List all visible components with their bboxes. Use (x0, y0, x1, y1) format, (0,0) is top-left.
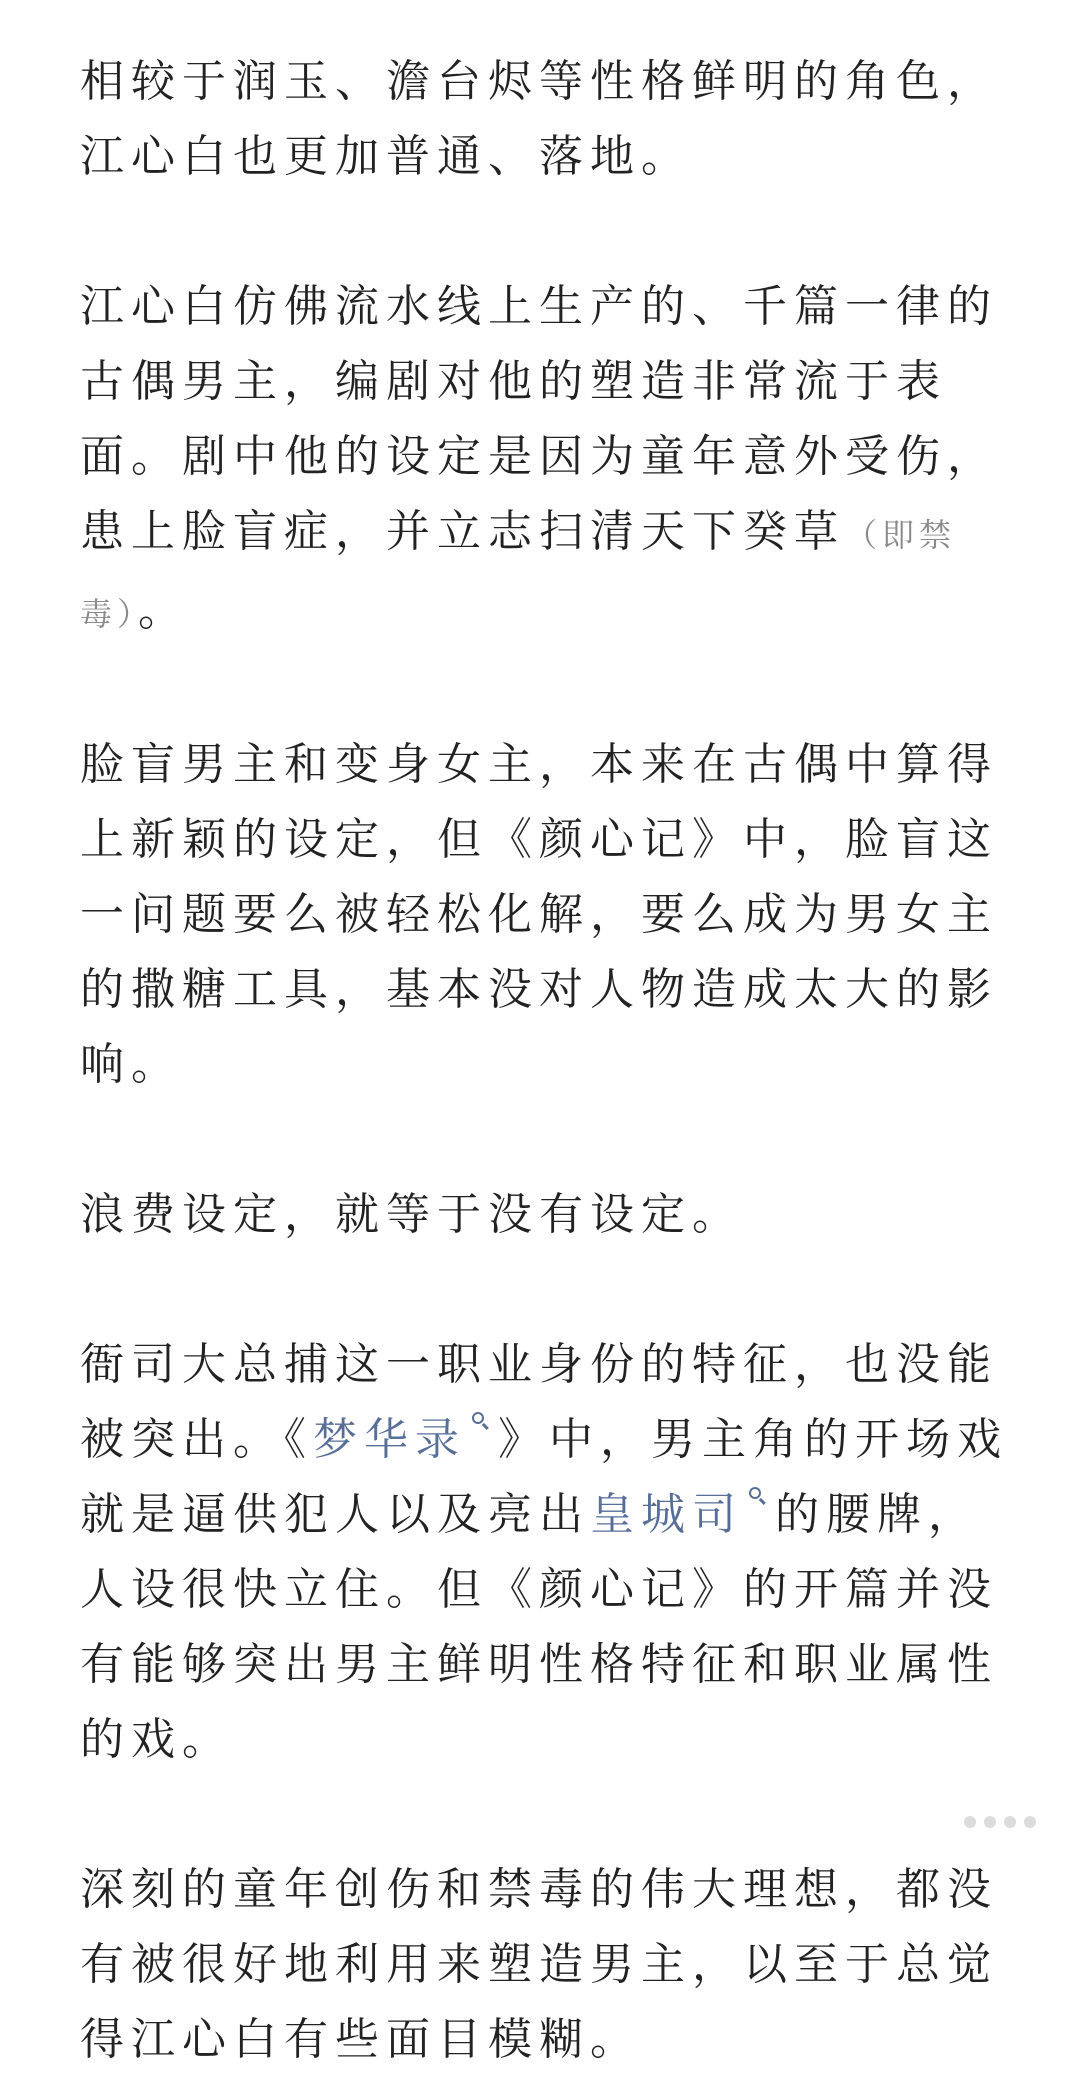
paragraph-4: 浪费设定，就等于没有设定。 (80, 1189, 743, 1240)
paragraph-5-text-b: 》中，男主角的开场戏就是逼供犯人以及亮出 (80, 1414, 1008, 1540)
paragraph-2-text: 江心白仿佛流水线上生产的、千篇一律的古偶男主，编剧对他的塑造非常流于表面。剧中他的设定是因为童年意外受伤，患上脸盲症，并立志扫清天下癸草 (80, 281, 998, 557)
paragraph-1: 相较于润玉、澹台烬等性格鲜明的角色，江心白也更加普通、落地。 (80, 56, 998, 182)
paragraph-2 (80, 269, 1010, 652)
search-icon (749, 1487, 761, 1499)
paragraph-5-text-c: 的腰牌，人设很快立住。但《颜心记》的开篇并没有能够突出男主鲜明性格特征和职业属性的戏。 (80, 1489, 998, 1765)
paragraph-5-text-a: 衙司大总捕这一职业身份的特征，也没能被突出。《 (80, 1339, 998, 1465)
annotation-note: （即禁毒） (80, 516, 957, 633)
watermark-dots (964, 1816, 1036, 1828)
watermark-dot (1004, 1816, 1016, 1828)
paragraph-6: 深刻的童年创伤和禁毒的伟大理想，都没有被很好地利用来塑造男主，以至于总觉得江心白有些面目模糊。 (80, 1864, 998, 2065)
paragraph-3: 脸盲男主和变身女主，本来在古偶中算得上新颖的设定，但《颜心记》中，脸盲这一问题要么被轻松化解，要么成为男女主的撒糖工具，基本没对人物造成太大的影响。 (80, 739, 998, 1090)
keyword-link-huangchengsi-label: 皇城司 (590, 1489, 743, 1540)
keyword-link-huangchengsi[interactable] (590, 1489, 775, 1540)
paragraph-5 (80, 1327, 1010, 1777)
article-body (80, 44, 1010, 2077)
paragraph-2-end: 。 (138, 585, 190, 636)
keyword-link-menghualu-label: 梦华录 (313, 1414, 466, 1465)
keyword-link-menghualu[interactable] (313, 1414, 498, 1465)
search-icon (472, 1412, 484, 1424)
watermark-dot (984, 1816, 996, 1828)
watermark-dot (1024, 1816, 1036, 1828)
watermark-dot (964, 1816, 976, 1828)
